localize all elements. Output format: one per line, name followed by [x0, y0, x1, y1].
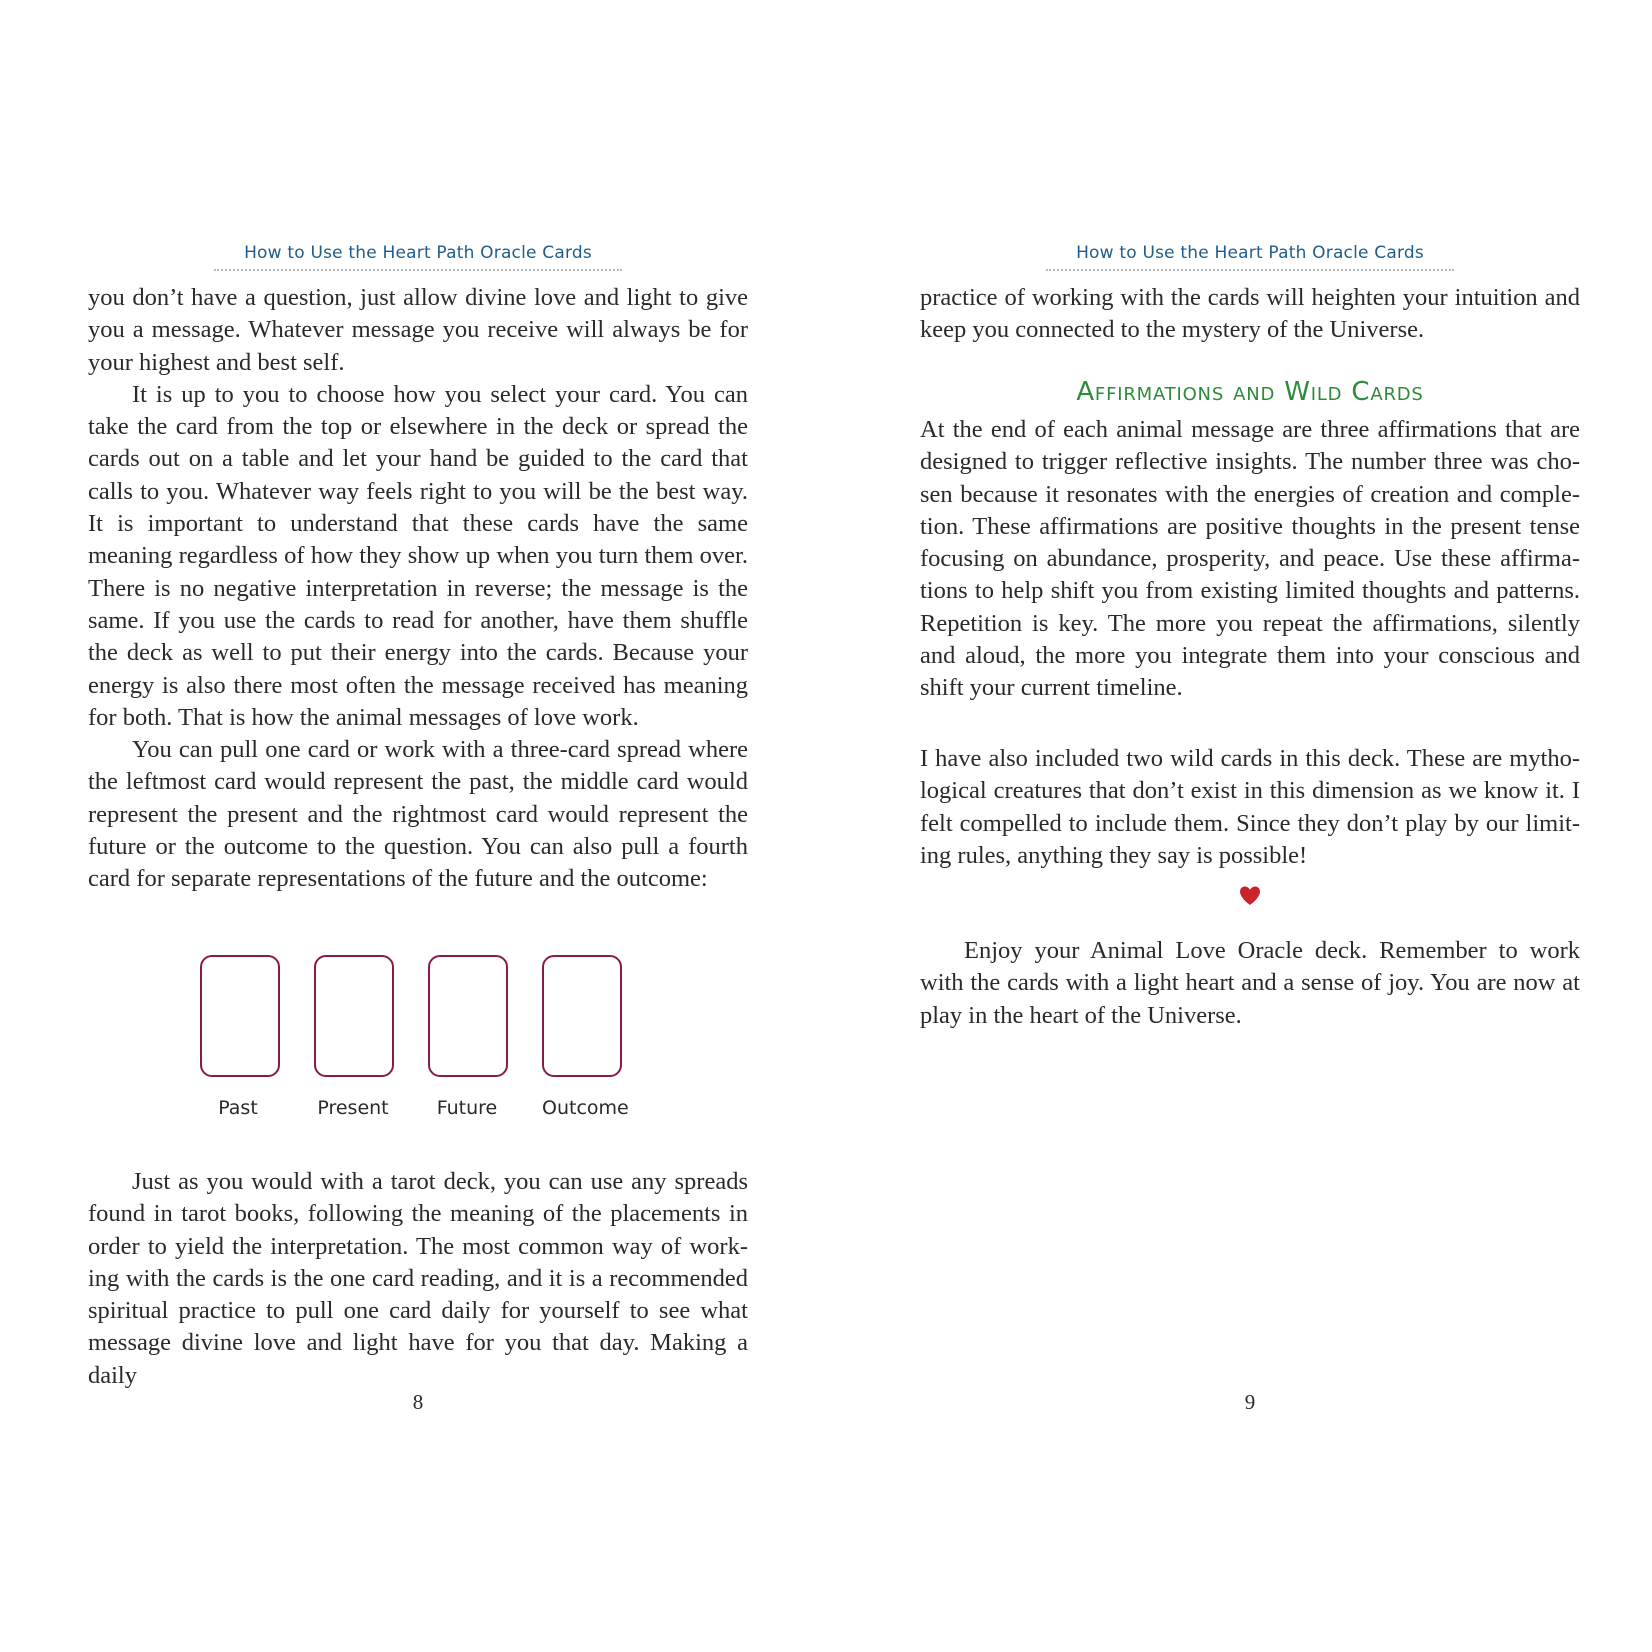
heart-icon	[1238, 884, 1262, 908]
spread-slot-past	[200, 955, 280, 1119]
paragraph: At the end of each animal message are three affirmations that are designed to trigger reflective insights. The number three was chosen because it resonates with the energies of creation and completion. These affirmations are positive thoughts in the present tense focusing on abundance, prosperity, and peace. Use these affirmations to help shift you from existing limited thoughts and patterns. Repetition is key. The more you repeat the affirmations, silently and aloud, the more you integrate them into your conscious and shift your current timeline.	[920, 416, 1580, 702]
spread-label: Past	[218, 1097, 258, 1119]
running-head-right	[920, 243, 1580, 271]
running-head-text: How to Use the Heart Path Oracle Cards	[1046, 243, 1454, 271]
spread-slot-future	[428, 955, 508, 1119]
spread-slot-present	[314, 955, 394, 1119]
spread-label: Outcome	[542, 1097, 629, 1119]
spread-label: Present	[317, 1097, 389, 1119]
right-body-wildcards	[920, 743, 1580, 872]
paragraph: I have also included two wild cards in this deck. These are mythological creatures that don’t exist in this dimension as we know it. I felt compelled to include them. Since they don’t play by our limiting rules, anything they say is possible!	[920, 745, 1580, 869]
left-body-bottom	[88, 1166, 748, 1392]
right-body-top	[920, 282, 1580, 347]
running-head-text: How to Use the Heart Path Oracle Cards	[214, 243, 622, 271]
paragraph: Enjoy your Animal Love Oracle deck. Remember to work with the cards with a light heart and a sense of joy. You are now at play in the heart of the Universe.	[920, 937, 1580, 1029]
paragraph: You can pull one card or work with a three-card spread where the leftmost card would represent the past, the middle card would represent the present and the rightmost card would represent the future or the outcome to the question. You can also pull a fourth card for separate representations of the future and the outcome:	[88, 736, 748, 893]
right-body-affirmations	[920, 414, 1580, 705]
card-outline	[314, 955, 394, 1077]
card-outline	[200, 955, 280, 1077]
spread-slot-outcome	[542, 955, 629, 1119]
right-body-closing	[920, 935, 1580, 1032]
page-number: 8	[412, 1390, 424, 1414]
paragraph: you don’t have a question, just allow divine love and light to give you a message. Whatever message you receive will always be for your highest and best self.	[88, 284, 748, 376]
page-number: 9	[1244, 1390, 1256, 1414]
card-spread-diagram	[200, 955, 640, 1125]
card-outline	[542, 955, 622, 1077]
paragraph: practice of working with the cards will heighten your intuition and keep you connected to the mystery of the Universe.	[920, 284, 1580, 344]
section-heading: Affirmations and Wild Cards	[1076, 377, 1424, 407]
spread-label: Future	[436, 1097, 498, 1119]
left-body-top	[88, 282, 748, 896]
paragraph: Just as you would with a tarot deck, you can use any spreads found in tarot books, following the meaning of the placements in order to yield the interpretation. The most common way of working with the cards is the one card reading, and it is a recommended spiritual practice to pull one card daily for yourself to see what message divine love and light have for you that day. Making a daily	[88, 1168, 748, 1389]
card-outline	[428, 955, 508, 1077]
paragraph: It is up to you to choose how you select your card. You can take the card from the top or elsewhere in the deck or spread the cards out on a table and let your hand be guided to the card that calls to you. Whatever way feels right to you will be the best way. It is important to understand that these cards have the same meaning regardless of how they show up when you turn them over. There is no negative interpretation in reverse; the message is the same. If you use the cards to read for another, have them shuffle the deck as well to put their energy into the cards. Because your energy is also there most often the message received has meaning for both. That is how the animal messages of love work.	[88, 380, 748, 731]
running-head-left	[88, 243, 748, 271]
